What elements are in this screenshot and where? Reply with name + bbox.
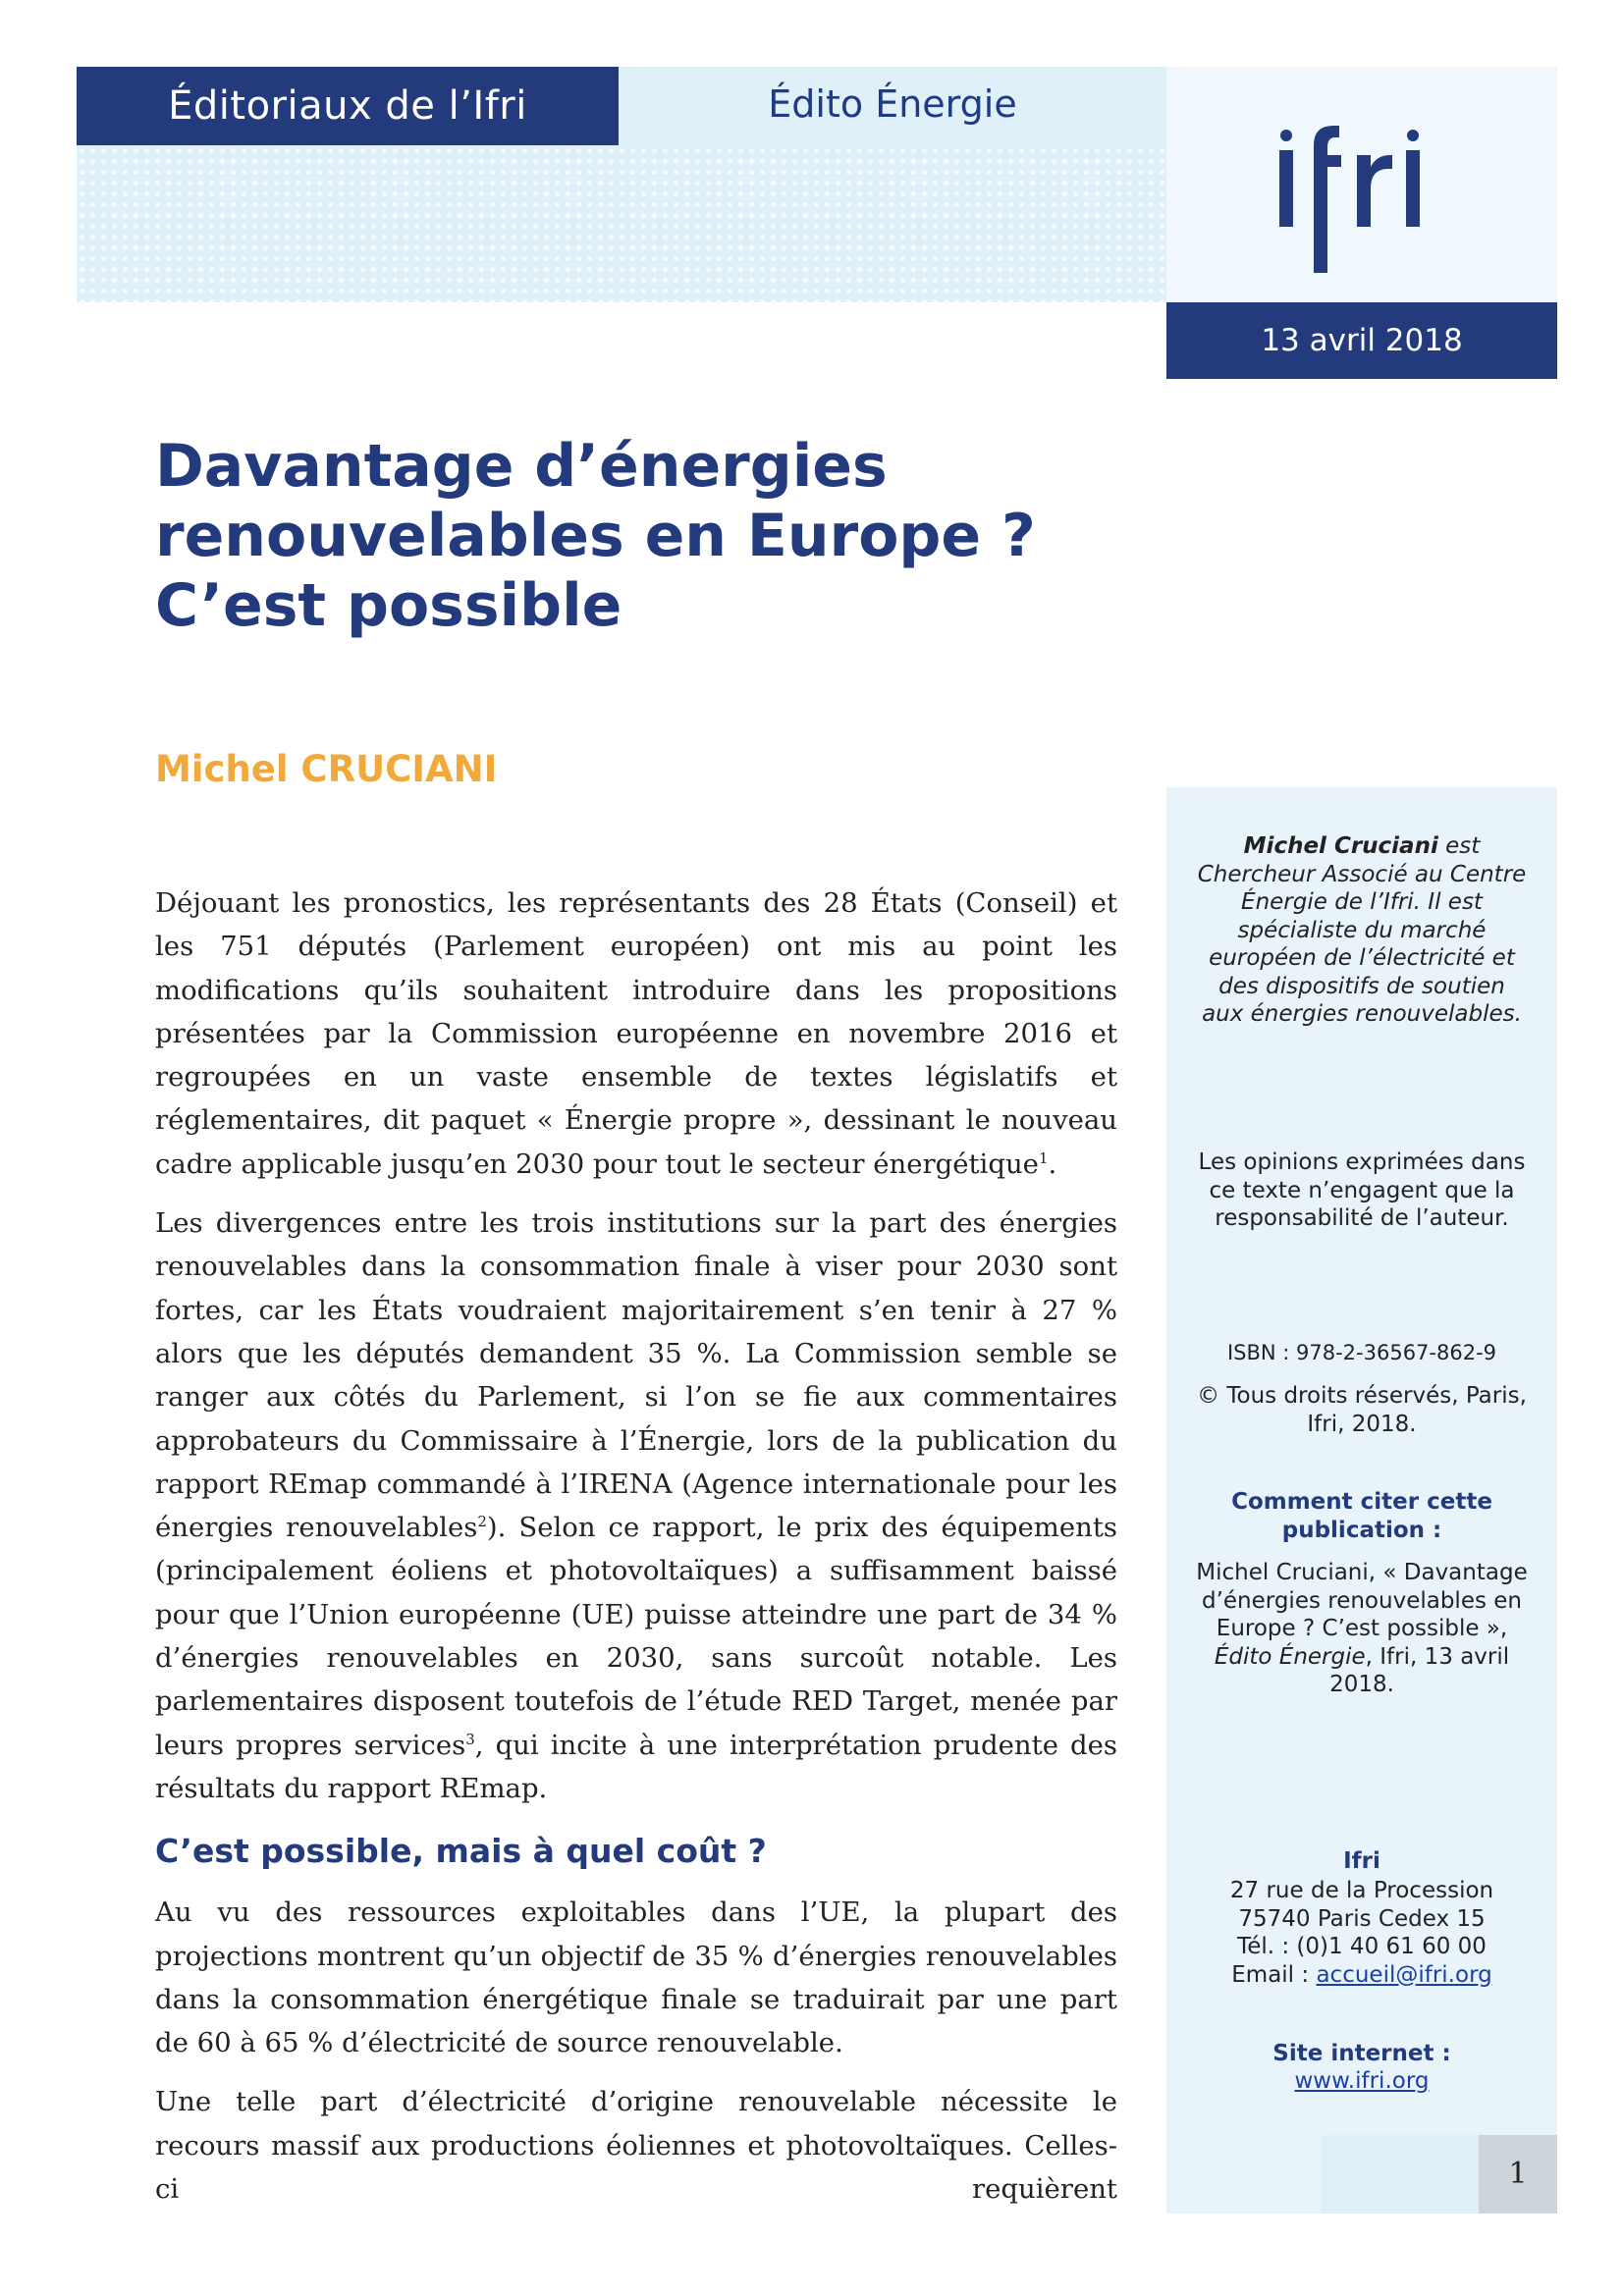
contact-heading: Ifri	[1343, 1848, 1380, 1874]
website	[1196, 2067, 1528, 2096]
footer-block	[1322, 2135, 1479, 2214]
series-title: Éditoriaux de l’Ifri	[77, 67, 619, 145]
title-line: Davantage d’énergies	[155, 432, 888, 501]
ifri-logo-icon	[1166, 67, 1557, 302]
ifri-logo	[1166, 67, 1557, 302]
email-label: Email :	[1231, 1961, 1317, 1988]
footnote-ref[interactable]: 2	[477, 1513, 487, 1530]
citation: Michel Cruciani, « Davantage d’énergies renouvelables en Europe ? C’est possible », Édito Énergie, Ifri, 13 avril 2018.	[1196, 1560, 1528, 1697]
phone: Tél. : (0)1 40 61 60 00	[1237, 1934, 1487, 1959]
world-map-pattern	[77, 145, 1166, 302]
footnote-ref[interactable]: 1	[1038, 1148, 1049, 1167]
disclaimer: Les opinions exprimées dans ce texte n’engagent que la responsabilité de l’auteur.	[1198, 1149, 1526, 1231]
article-title	[155, 432, 1157, 641]
paragraph: Déjouant les pronostics, les représentants des 28 États (Conseil) et les 751 députés (Parlement européen) ont mis au point les modifications qu’ils souhaitent introduire dans les propositions présentées par la Commission européenne en novembre 2016 et regroupées en un vaste ensemble de textes législatifs et réglementaires, dit paquet « Énergie propre », dessinant le nouveau cadre applicable jusqu’en 2030 pour tout le secteur énergétique$^1$.	[155, 887, 1117, 1180]
email-link[interactable]: accueil@ifri.org	[1316, 1961, 1492, 1988]
city: 75740 Paris Cedex 15	[1238, 1905, 1486, 1932]
author-name: Michel CRUCIANI	[155, 748, 498, 790]
article-body	[155, 881, 1117, 2226]
contact-info	[1196, 1877, 1528, 1989]
title-line: C’est possible	[155, 571, 622, 640]
paragraph: Au vu des ressources exploitables dans l’UE, la plupart des projections montrent qu’un objectif de 35 % d’énergies renouvelables dans la consommation énergétique finale se traduirait par une part de 60 à 65 % d’électricité de source renouvelable.	[155, 1896, 1117, 2059]
title-line: renouvelables en Europe ?	[155, 502, 1036, 570]
paragraph: Les divergences entre les trois institutions sur la part des énergies renouvelables dans la consommation finale à viser pour 2030 sont fortes, car les États voudraient majoritairement s’en tenir à 27 % alors que les députés demandent 35 %. La Commission semble se ranger aux côtés du Parlement, si l’on se fie aux commentaires approbateurs du Commissaire à l’Énergie, lors de la publication du rapport REmap commandé à l’IRENA (Agence internationale pour les énergies renouvelables$^2$). Selon ce rapport, le prix des équipements (principalement éoliens et photovoltaïques) a suffisamment baissé pour que l’Union européenne (UE) puisse atteindre une part de 34 % d’énergies renouvelables en 2030, sans surcoût notable. Les parlementaires disposent toutefois de l’étude RED Target, menée par leurs propres services$^3$, qui incite à une interprétation prudente des résultats du rapport REmap.	[155, 1207, 1118, 1804]
paragraph: Une telle part d’électricité d’origine renouvelable nécessite le recours massif aux productions éoliennes et photovoltaïques. Celles-ci requièrent	[155, 2086, 1117, 2206]
publication-date: 13 avril 2018	[1166, 302, 1557, 379]
citation-heading: Comment citer cette publication :	[1231, 1489, 1492, 1543]
website-heading: Site internet :	[1272, 2041, 1451, 2066]
page-number: 1	[1479, 2135, 1557, 2214]
category-tag: Édito Énergie	[619, 67, 1166, 145]
isbn: ISBN : 978-2-36567-862-9	[1226, 1341, 1497, 1364]
section-heading: C’est possible, mais à quel coût ?	[155, 1832, 767, 1871]
copyright: © Tous droits réservés, Paris, Ifri, 2018.	[1197, 1383, 1527, 1437]
website-link[interactable]: www.ifri.org	[1294, 2068, 1430, 2094]
footnote-ref[interactable]: 3	[465, 1730, 475, 1748]
address: 27 rue de la Procession	[1229, 1878, 1494, 1903]
author-bio: Michel Cruciani est Chercheur Associé au Centre Énergie de l’Ifri. Il est spécialiste du marché européen de l’électricité et des dispositifs de soutien aux énergies renouvelables.	[1197, 833, 1527, 1027]
